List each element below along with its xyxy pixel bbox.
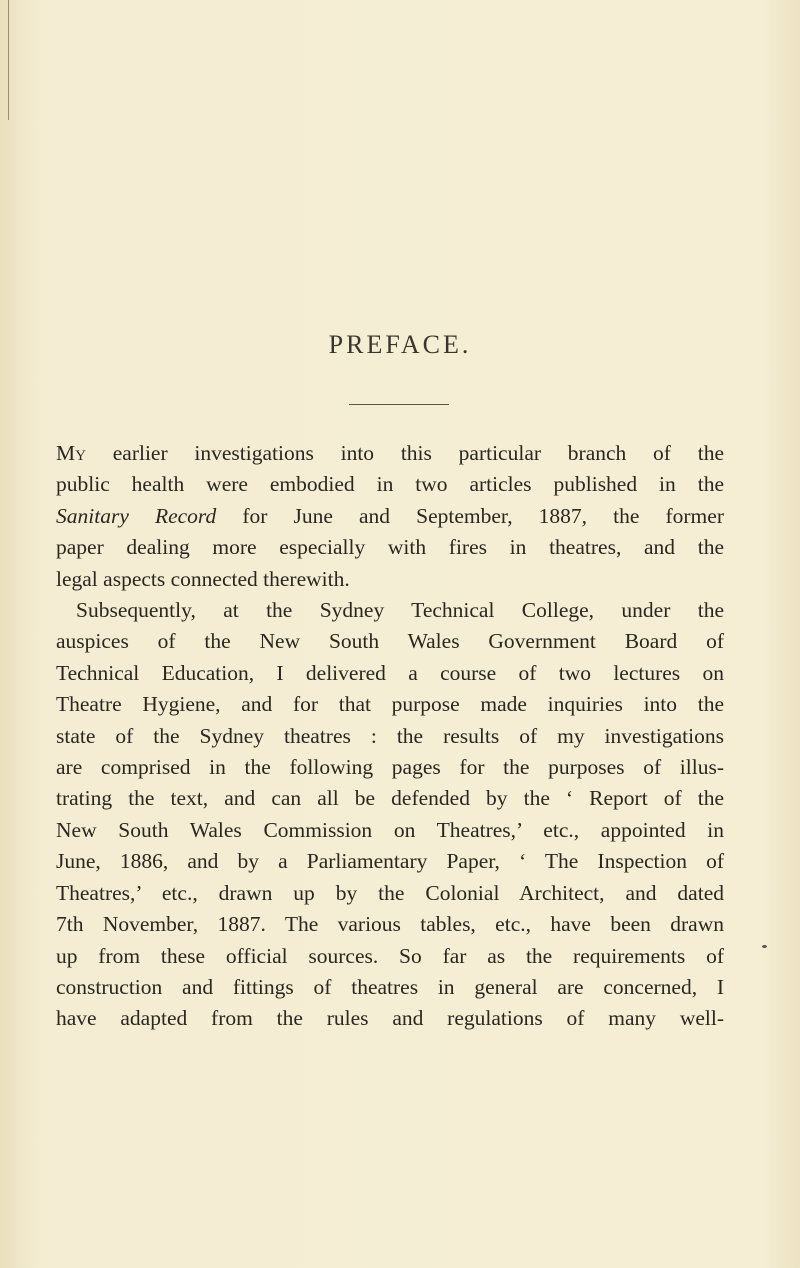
text-line: public health were embodied in two articles published in the [56, 472, 724, 497]
journal-title: Sanitary Record [56, 503, 217, 528]
text-line: My earlier investigations into this particular branch of the [56, 441, 725, 465]
text-line: are comprised in the following pages for the purposes of illus- [56, 755, 724, 780]
preface-body [56, 438, 724, 1035]
text-line: state of the Sydney theatres : the results of my investigations [56, 723, 724, 748]
text-line: New South Wales Commission on Theatres,’ etc., appointed in [56, 817, 724, 842]
text-line: paper dealing more especially with fires in theatres, and the [56, 535, 724, 560]
page-title: PREFACE. [328, 330, 472, 359]
text-line: Theatre Hygiene, and for that purpose made inquiries into the [56, 692, 724, 717]
text-line: June, 1886, and by a Parliamentary Paper, ‘ The Inspection of [56, 849, 724, 874]
text-line: legal aspects connected therewith. [56, 566, 350, 591]
text-line: Subsequently, at the Sydney Technical College, under the [76, 598, 724, 623]
text-line: have adapted from the rules and regulations of many well- [56, 1006, 724, 1031]
text-line: 7th November, 1887. The various tables, etc., have been drawn [56, 912, 724, 937]
text-line: auspices of the New South Wales Government Board of [56, 629, 724, 654]
page-edge-line [8, 0, 9, 120]
text-line: trating the text, and can all be defended by the ‘ Report of the [56, 786, 724, 811]
text-line: up from these official sources. So far as the requirements of [56, 943, 724, 968]
ink-speck [762, 945, 767, 948]
title-divider [349, 404, 449, 405]
text-line: Theatres,’ etc., drawn up by the Colonial Architect, and dated [56, 880, 724, 905]
text-line: construction and fittings of theatres in general are concerned, I [56, 974, 724, 999]
text-line: Technical Education, I delivered a course of two lectures on [56, 660, 724, 685]
text-line: Sanitary Record for June and September, 1887, the former [56, 503, 724, 528]
